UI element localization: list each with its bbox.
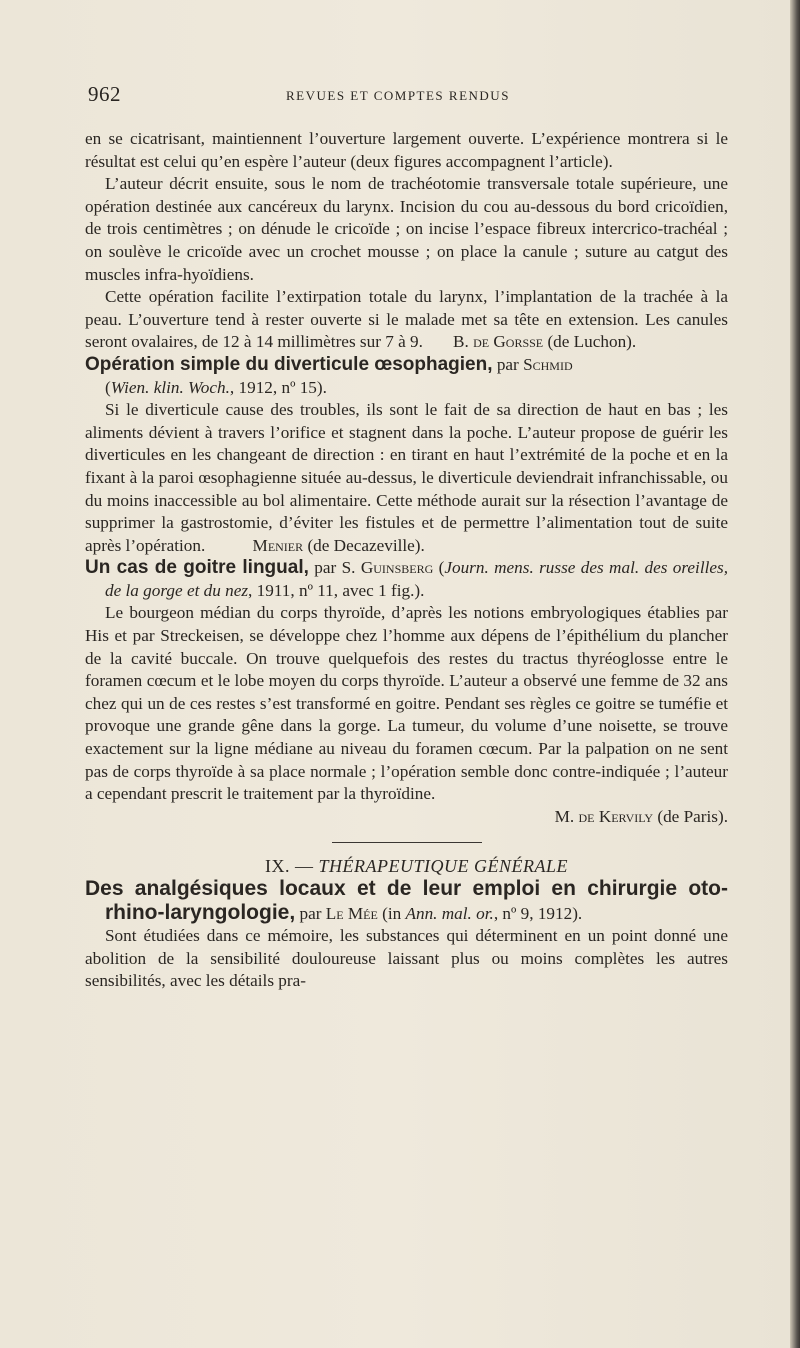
page-body: [85, 128, 728, 993]
article-author: Guinsberg: [360, 558, 434, 578]
paragraph-text: Cette opération facilite l’extirpation totale du larynx, l’implantation de la trachée à la peau. L’ouverture tend à rester ouverte si le malade met sa tête en extension. Les canules seront ovalaires, de 12 à 14 millimètres sur 7 à 9.: [85, 287, 728, 352]
page-number: 962: [88, 82, 121, 106]
article-author: Schmid: [523, 354, 573, 374]
article-heading-analgesiques: Des analgésiques locaux et de leur emploi en chirurgie oto-rhino-laryngologie, par Le Mée (in Ann. mal. or., nº 9, 1912).: [85, 877, 728, 924]
article-journal: Journ. mens. russe des mal. des oreilles, de la gorge et du nez: [105, 558, 728, 600]
paragraph-continuation: en se cicatrisant, maintiennent l’ouverture largement ouverte. L’expérience montrera si le résultat est celui qu’en espère l’auteur (deux figures accompagnent l’article).: [85, 129, 728, 171]
paragraph-tracheotomy: L’auteur décrit ensuite, sous le nom de trachéotomie transversale totale supérieure, une opération destinée aux cancéreux du larynx. Incision du cou au-dessous du bord cricoïdien, de trois centimètres ; on dénude le cricoïde ; on incise l’espace fibreux intercrico-trachéal ; on soulève le cricoïde avec un crochet mousse ; on place la canule ; suture au catgut des muscles infra-hyoïdiens.: [85, 174, 728, 284]
signature: M. de Kervily (de Paris).: [554, 806, 728, 826]
article-journal: Wien. klin. Woch.: [110, 377, 230, 397]
article-title: Des analgésiques locaux et de leur emploi en chirurgie oto-rhino-laryngologie,: [85, 877, 728, 924]
article-author: Le Mée: [325, 903, 378, 923]
article-heading-diverticule: Opération simple du diverticule œsophagien, par Schmid (Wien. klin. Woch., 1912, nº 15).: [85, 353, 573, 397]
signature: B. de Gorsse (de Luchon).: [453, 332, 637, 352]
page-header: [88, 82, 728, 112]
running-title: REVUES ET COMPTES RENDUS: [286, 88, 510, 103]
paragraph-diverticule: Si le diverticule cause des troubles, ils sont le fait de sa direction de haut en bas ; les aliments dévient à travers l’orifice et stagnent dans la poche. L’auteur propose de guérir les diverticules en les changeant de direction : en tirant en haut l’extrémité de la poche et en la fixant à la paroi œsophagienne située au-dessus, le diverticule deviendrait infranchissable, ou du moins inaccessible au bol alimentaire. Cette méthode aurait sur la résection l’avantage de supprimer la gastrostomie, d’éviter les fistules et de permettre l’alimentation tout de suite après l’opération. Menier (de Decazeville).: [85, 400, 728, 555]
article-title: Opération simple du diverticule œsophagien,: [85, 353, 493, 375]
paragraph-goitre: Le bourgeon médian du corps thyroïde, d’après les notions embryologiques établies par His et par Streckeisen, se développe chez l’homme aux dépens de l’épithélium du plancher de la cavité buccale. On trouve quelquefois des restes du tractus thyréoglosse entre le foramen cœcum et le lobe moyen du corps thyroïde. L’auteur a observé une femme de 32 ans chez qui un de ces restes s’est transformé en goitre. Pendant ses règles ce goitre se tuméfie et provoque une grande gêne dans la gorge. La tumeur, du volume d’une noisette, se trouve exactement sur la ligne médiane au niveau du foramen cœcum. Par la palpation on ne sent pas de corps thyroïde à sa place normale ; l’opération semble donc contre-indiquée ; l’auteur a cependant prescrit le traitement par la thyroïdine.: [85, 603, 728, 804]
signature: Menier (de Decazeville).: [252, 535, 425, 555]
article-journal: Ann. mal. or.: [405, 903, 494, 923]
paragraph-extirpation: [85, 286, 728, 354]
article-title: Un cas de goitre lingual,: [85, 557, 309, 579]
section-heading: IX. — THÉRAPEUTIQUE GÉNÉRALE: [265, 856, 568, 877]
page-edge: [790, 0, 800, 1348]
article-heading-goitre: Un cas de goitre lingual, par S. Guinsberg (Journ. mens. russe des mal. des oreilles, de la gorge et du nez, 1911, nº 11, avec 1 fig.).: [85, 557, 728, 600]
paragraph-analgesiques: Sont étudiées dans ce mémoire, les substances qui déterminent en un point donné une abolition de la sensibilité douloureuse laissant plus ou moins complètes les autres sensibilités, avec les détails pra-: [85, 926, 728, 991]
section-divider: [332, 842, 482, 843]
